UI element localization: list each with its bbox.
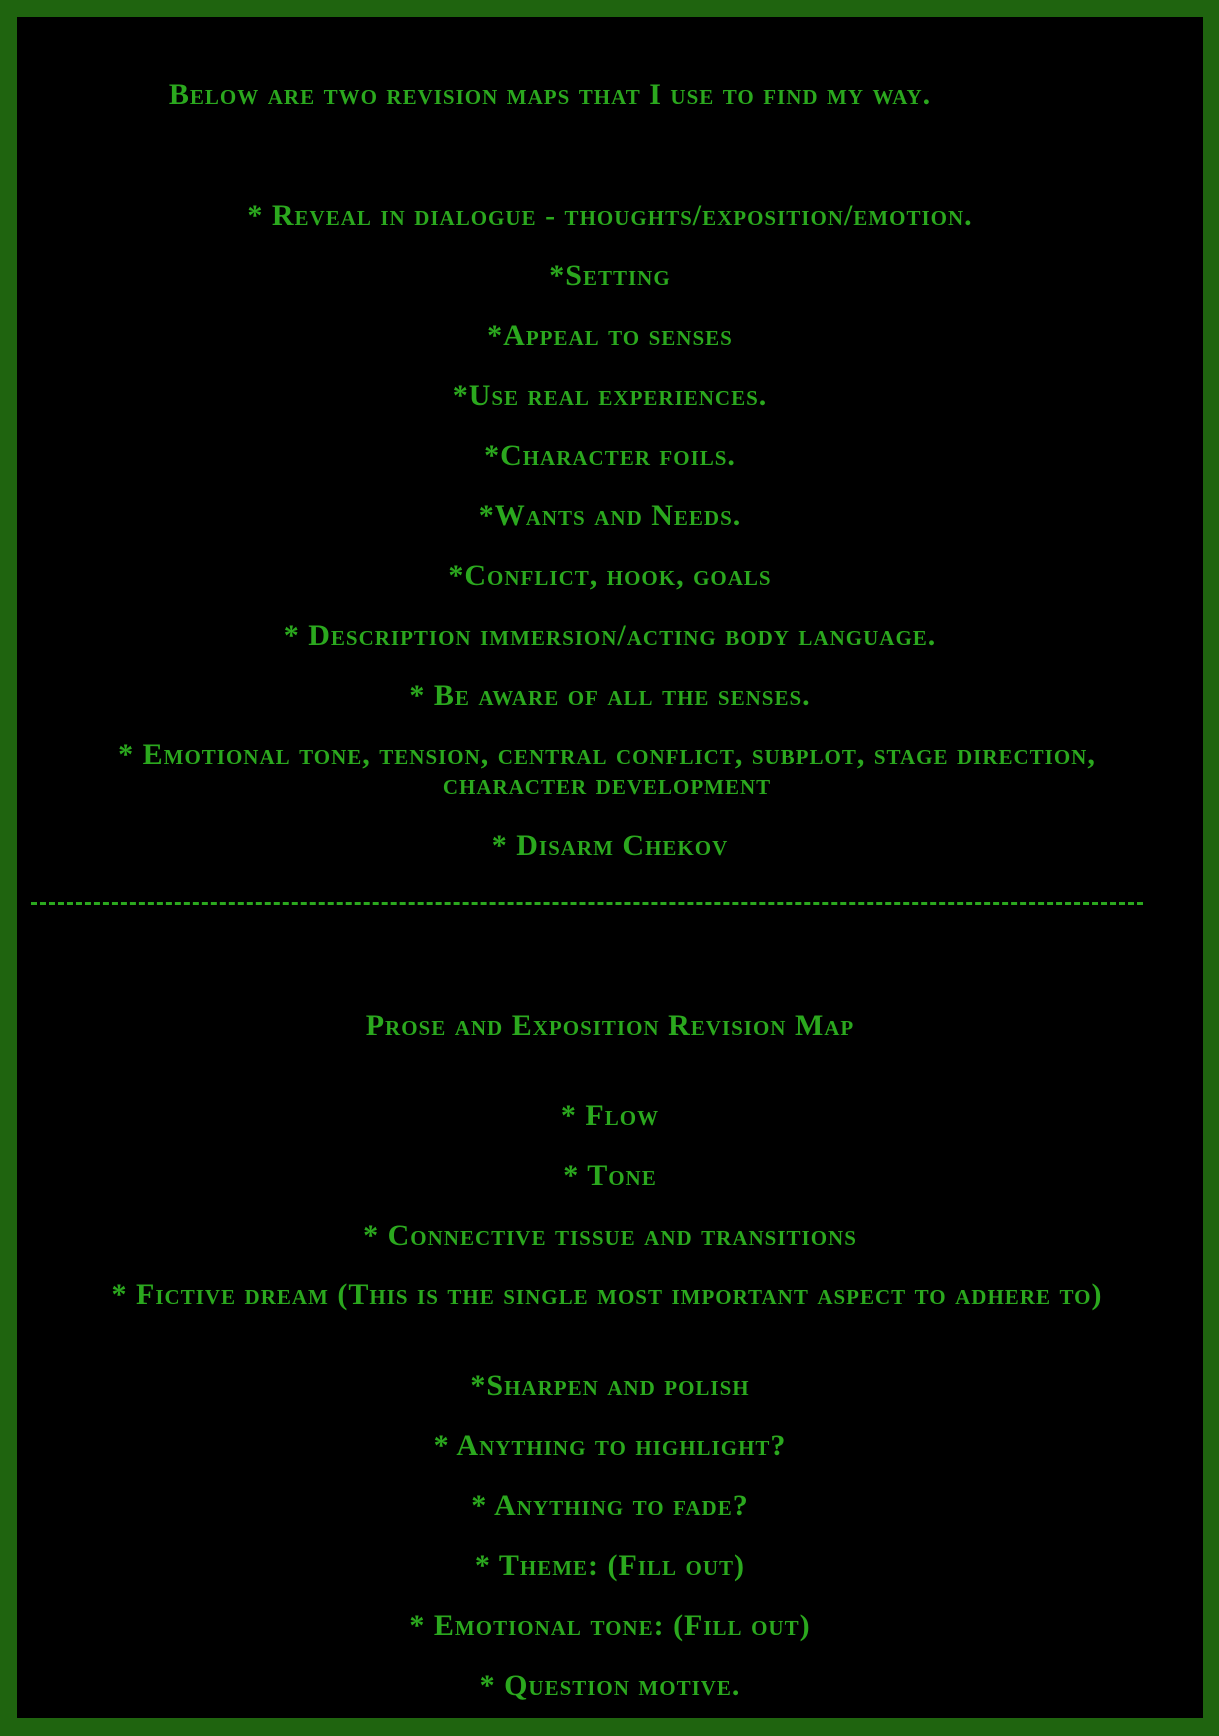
map1-item: *Appeal to senses — [487, 319, 733, 352]
map1-item: * Description immersion/acting body language. — [283, 619, 937, 652]
map2-item: * Question motive. — [479, 1669, 741, 1702]
map2-item: * Anything to fade? — [471, 1489, 749, 1522]
map1-item: * Emotional tone, tension, central conflict, subplot, stage direction, character development — [118, 738, 1096, 801]
map2-item: * Emotional tone: (Fill out) — [409, 1609, 811, 1642]
map2-item: * Connective tissue and transitions — [363, 1219, 857, 1252]
map1-item: * Reveal in dialogue - thoughts/exposition/emotion. — [247, 199, 973, 232]
map1-item: *Character foils. — [484, 439, 736, 472]
map1-item: * Be aware of all the senses. — [409, 679, 811, 712]
map2-item: * Theme: (Fill out) — [474, 1549, 746, 1582]
map1-item: *Setting — [549, 259, 671, 292]
map1-item: * Disarm Chekov — [491, 829, 729, 862]
map1-item: *Wants and Needs. — [478, 499, 742, 532]
map2-item: *Sharpen and polish — [470, 1369, 750, 1402]
map2-item: * Tone — [563, 1159, 657, 1192]
map1-item: *Use real experiences. — [452, 379, 768, 412]
map2-item: * Flow — [560, 1099, 660, 1132]
map2-title: Prose and Exposition Revision Map — [365, 1009, 855, 1042]
intro-text: Below are two revision maps that I use to find my way. — [168, 78, 932, 111]
section-divider — [31, 902, 1143, 909]
map2-item: * Anything to highlight? — [433, 1429, 787, 1462]
content-panel — [17, 17, 1203, 1718]
map1-item: *Conflict, hook, goals — [448, 559, 772, 592]
map2-item: * Fictive dream (This is the single most important aspect to adhere to) — [111, 1278, 1103, 1311]
